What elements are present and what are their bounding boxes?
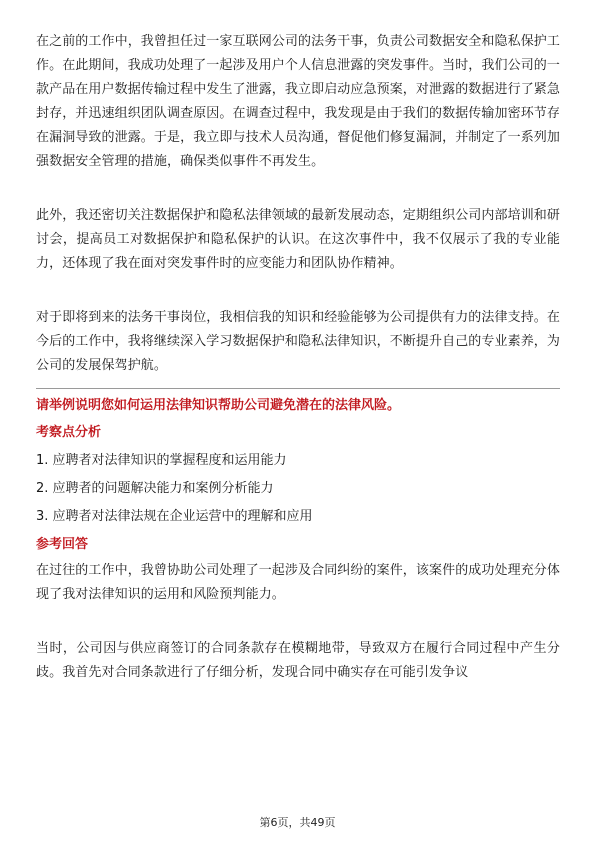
- body-paragraph: 此外，我还密切关注数据保护和隐私法律领域的最新发展动态，定期组织公司内部培训和研讨会，提高员工对数据保护和隐私保护的认识。在这次事件中，我不仅展示了我的专业能力，还体现了我在面对突发事件时的应变能力和团队协作精神。: [36, 208, 561, 271]
- document-page: [36, 30, 560, 685]
- answer-title: 参考回答: [36, 537, 89, 552]
- page-number: 第6页，共49页: [259, 816, 336, 829]
- body-paragraph: 对于即将到来的法务干事岗位，我相信我的知识和经验能够为公司提供有力的法律支持。在今后的工作中，我将继续深入学习数据保护和隐私法律知识，不断提升自己的专业素养，为公司的发展保驾护航。: [36, 310, 561, 373]
- answer-paragraph: 当时，公司因与供应商签订的合同条款存在模糊地带，导致双方在履行合同过程中产生分歧。我首先对合同条款进行了仔细分析，发现合同中确实存在可能引发争议: [36, 641, 560, 680]
- body-paragraph: 在之前的工作中，我曾担任过一家互联网公司的法务干事，负责公司数据安全和隐私保护工作。在此期间，我成功处理了一起涉及用户个人信息泄露的突发事件。当时，我们公司的一款产品在用户数据传输过程中发生了泄露，我立即启动应急预案，对泄露的数据进行了紧急封存，并迅速组织团队调查原因。在调查过程中，我发现是由于我们的数据传输加密环节存在漏洞导致的泄露。于是，我立即与技术人员沟通，督促他们修复漏洞，并制定了一系列加强数据安全管理的措施，确保类似事件不再发生。: [36, 34, 561, 169]
- analysis-point: 1. 应聘者对法律知识的掌握程度和运用能力: [36, 453, 287, 468]
- answer-paragraph: 在过往的工作中，我曾协助公司处理了一起涉及合同纠纷的案件，该案件的成功处理充分体现了我对法律知识的运用和风险预判能力。: [36, 563, 561, 602]
- analysis-point: 2. 应聘者的问题解决能力和案例分析能力: [36, 481, 274, 496]
- divider: [36, 388, 560, 389]
- analysis-point: 3. 应聘者对法律法规在企业运营中的理解和应用: [36, 509, 313, 524]
- analysis-list: [36, 447, 560, 531]
- interview-question: 请举例说明您如何运用法律知识帮助公司避免潜在的法律风险。: [36, 398, 401, 413]
- analysis-title: 考察点分析: [36, 425, 102, 440]
